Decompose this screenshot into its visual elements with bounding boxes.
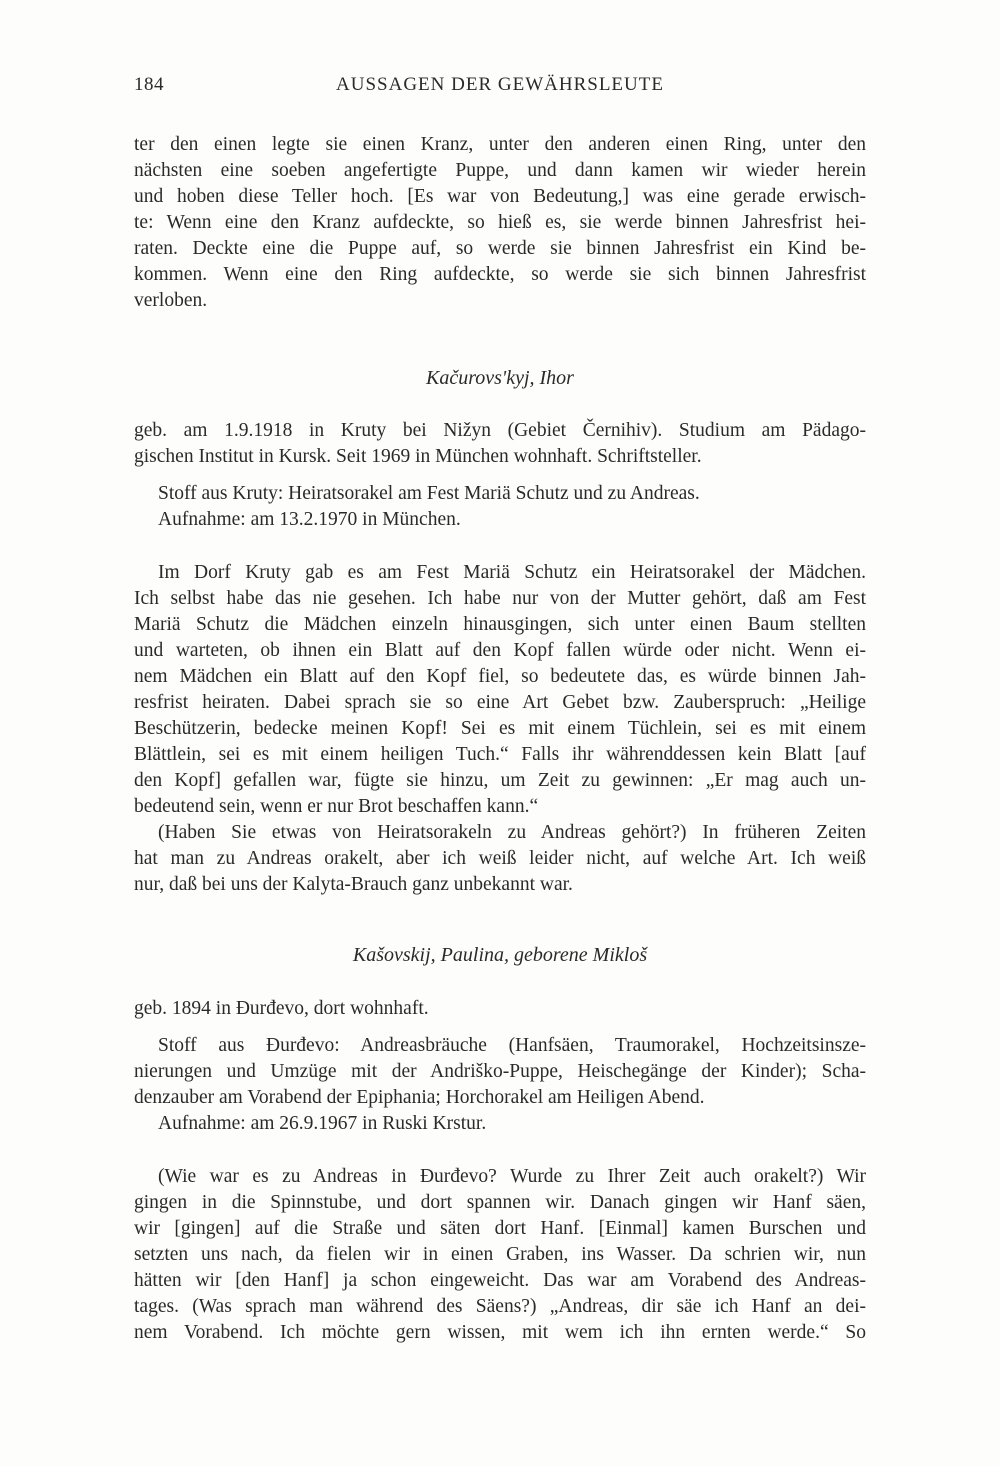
text-line: kommen. Wenn eine den Ring aufdeckte, so werde sie sich binnen Jahresfrist xyxy=(134,264,866,285)
text-line: (Wie war es zu Andreas in Đurđevo? Wurde zu Ihrer Zeit auch orakelt?) Wir xyxy=(158,1166,866,1187)
text-line: nem Mädchen ein Blatt auf den Kopf fiel, so bedeutete das, es würde binnen Jah- xyxy=(134,666,866,687)
text-line: Aufnahme: am 26.9.1967 in Ruski Krstur. xyxy=(158,1113,487,1134)
text-line: nem Vorabend. Ich möchte gern wissen, mit wem ich ihn ernten werde.“ So xyxy=(134,1322,866,1343)
text-line: (Haben Sie etwas von Heiratsorakeln zu Andreas gehört?) In früheren Zeiten xyxy=(158,822,866,843)
running-title: AUSSAGEN DER GEWÄHRSLEUTE xyxy=(336,74,664,95)
text-line: gischen Institut in Kursk. Seit 1969 in München wohnhaft. Schriftsteller. xyxy=(134,446,702,467)
text-line: wir [gingen] auf die Straße und säten dort Hanf. [Einmal] kamen Burschen und xyxy=(134,1218,866,1239)
text-line: setzten uns nach, da fielen wir in einen Graben, ins Wasser. Da schrien wir, nun xyxy=(134,1244,866,1265)
text-line: hätten wir [den Hanf] ja schon eingeweicht. Das war am Vorabend des Andreas- xyxy=(134,1270,866,1291)
text-line: bedeutend sein, wenn er nur Brot beschaffen kann.“ xyxy=(134,796,539,817)
text-line: Blättlein, sei es mit einem heiligen Tuch.“ Falls ihr währenddessen kein Blatt [auf xyxy=(134,744,866,765)
text-line: den Kopf] gefallen war, fügte sie hinzu, um Zeit zu gewinnen: „Er mag auch un- xyxy=(134,770,866,791)
informant-heading: Kačurovs'kyj, Ihor xyxy=(426,367,574,389)
text-line: te: Wenn eine den Kranz aufdeckte, so hieß es, sie werde binnen Jahresfrist hei- xyxy=(134,212,866,233)
page-number: 184 xyxy=(134,74,164,95)
text-line: nierungen und Umzüge mit der Andriško-Puppe, Heischegänge der Kinder); Scha- xyxy=(134,1061,866,1082)
text-line: Im Dorf Kruty gab es am Fest Mariä Schutz ein Heiratsorakel der Mädchen. xyxy=(158,562,866,583)
text-line: Beschützerin, bedecke meinen Kopf! Sei es mit einem Tüchlein, sei es mit einem xyxy=(134,718,866,739)
text-line: Mariä Schutz die Mädchen einzeln hinausgingen, sich unter einen Baum stellten xyxy=(134,614,866,635)
text-line: hat man zu Andreas orakelt, aber ich weiß leider nicht, auf welche Art. Ich weiß xyxy=(134,848,866,869)
text-line: Aufnahme: am 13.2.1970 in München. xyxy=(158,509,461,530)
text-line: tages. (Was sprach man während des Säens?) „Andreas, dir säe ich Hanf an dei- xyxy=(134,1296,866,1317)
text-line: Ich selbst habe das nie gesehen. Ich habe nur von der Mutter gehört, daß am Fest xyxy=(134,588,866,609)
running-head xyxy=(134,74,866,100)
text-line: nur, daß bei uns der Kalyta-Brauch ganz unbekannt war. xyxy=(134,874,573,895)
text-line: und hoben diese Teller hoch. [Es war von Bedeutung,] was eine gerade erwisch- xyxy=(134,186,866,207)
text-line: Stoff aus Đurđevo: Andreasbräuche (Hanfsäen, Traumorakel, Hochzeitsinsze- xyxy=(158,1035,866,1056)
text-line: verloben. xyxy=(134,290,208,311)
text-line: geb. am 1.9.1918 in Kruty bei Nižyn (Gebiet Černihiv). Studium am Pädago- xyxy=(134,420,866,441)
text-line: geb. 1894 in Đurđevo, dort wohnhaft. xyxy=(134,998,429,1019)
text-line: gingen in die Spinnstube, und dort spannen wir. Danach gingen wir Hanf säen, xyxy=(134,1192,866,1213)
text-line: resfrist heiraten. Dabei sprach sie so eine Art Gebet bzw. Zauberspruch: „Heilige xyxy=(134,692,866,713)
informant-heading: Kašovskij, Paulina, geborene Mikloš xyxy=(352,944,648,966)
text-line: ter den einen legte sie einen Kranz, unter den anderen einen Ring, unter den xyxy=(134,134,866,155)
text-line: und warteten, ob ihnen ein Blatt auf den Kopf fallen würde oder nicht. Wenn ei- xyxy=(134,640,866,661)
text-line: nächsten eine soeben angefertigte Puppe, und dann kamen wir wieder herein xyxy=(134,160,866,181)
text-line: Stoff aus Kruty: Heiratsorakel am Fest Mariä Schutz und zu Andreas. xyxy=(158,483,700,504)
text-line: raten. Deckte eine die Puppe auf, so werde sie binnen Jahresfrist ein Kind be- xyxy=(134,238,866,259)
text-line: denzauber am Vorabend der Epiphania; Horchorakel am Heiligen Abend. xyxy=(134,1087,705,1108)
